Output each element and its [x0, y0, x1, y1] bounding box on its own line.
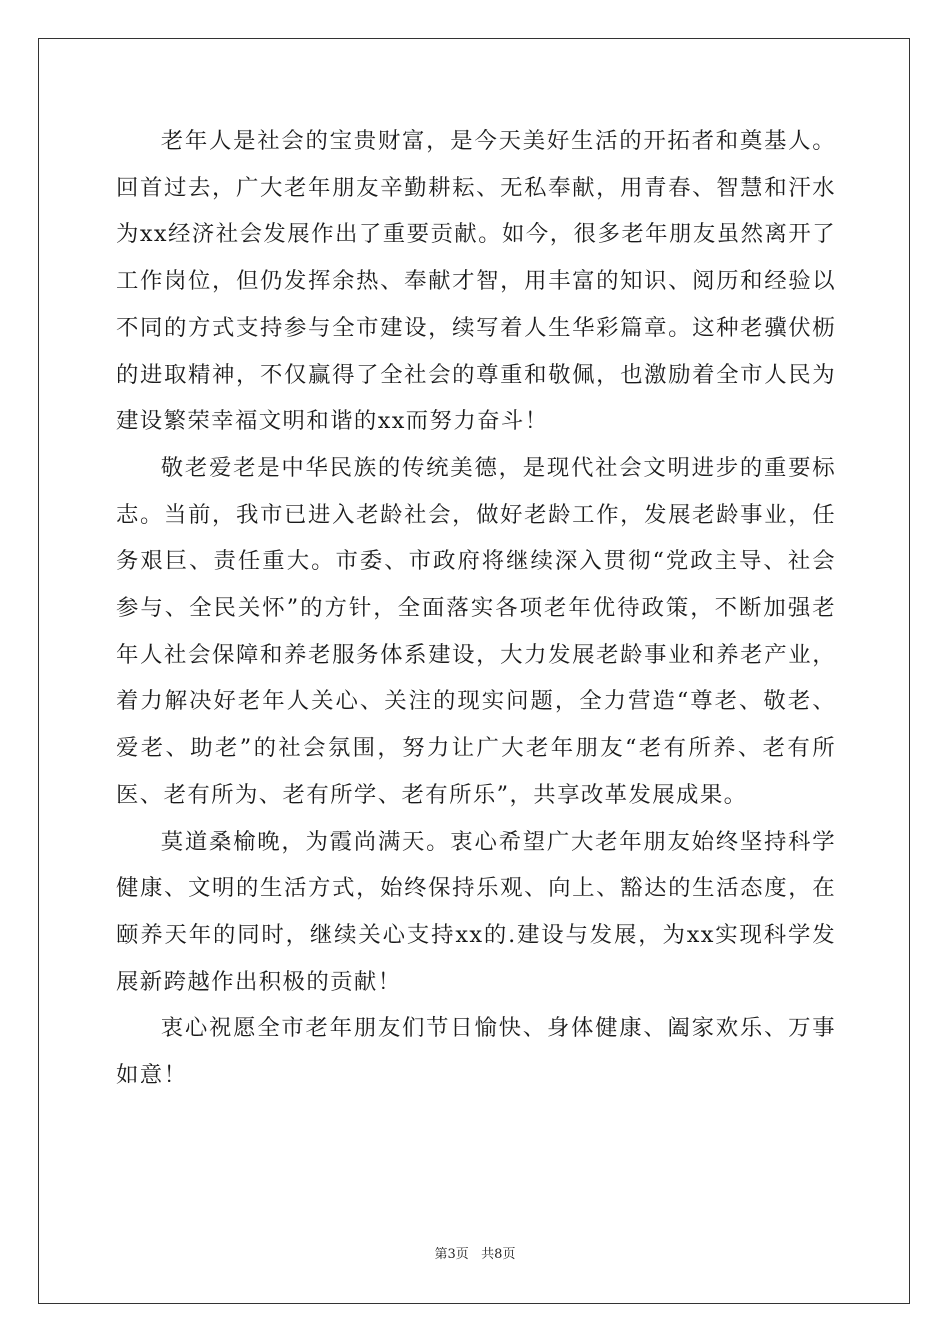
document-body: [116, 118, 836, 1099]
paragraph-2: 敬老爱老是中华民族的传统美德，是现代社会文明进步的重要标志。当前，我市已进入老龄社会，做好老龄工作，发展老龄事业，任务艰巨、责任重大。市委、市政府将继续深入贯彻“党政主导、社会参与、全民关怀”的方针，全面落实各项老年优待政策，不断加强老年人社会保障和养老服务体系建设，大力发展老龄事业和养老产业，着力解决好老年人关心、关注的现实问题，全力营造“尊老、敬老、爱老、助老”的社会氛围，努力让广大老年朋友“老有所养、老有所医、老有所为、老有所学、老有所乐”，共享改革发展成果。: [116, 454, 836, 808]
page-number-footer: 第3页 共8页: [434, 1247, 516, 1262]
paragraph-1: 老年人是社会的宝贵财富，是今天美好生活的开拓者和奠基人。回首过去，广大老年朋友辛勤耕耘、无私奉献，用青春、智慧和汗水为xx经济社会发展作出了重要贡献。如今，很多老年朋友虽然离开了工作岗位，但仍发挥余热、奉献才智，用丰富的知识、阅历和经验以不同的方式支持参与全市建设，续写着人生华彩篇章。这种老骥伏枥的进取精神，不仅赢得了全社会的尊重和敬佩，也激励着全市人民为建设繁荣幸福文明和谐的xx而努力奋斗！: [116, 128, 836, 435]
paragraph-4: 衷心祝愿全市老年朋友们节日愉快、身体健康、阖家欢乐、万事如意！: [116, 1015, 836, 1089]
paragraph-3: 莫道桑榆晚，为霞尚满天。衷心希望广大老年朋友始终坚持科学健康、文明的生活方式，始终保持乐观、向上、豁达的生活态度，在颐养天年的同时，继续关心支持xx的.建设与发展，为xx实现科学发展新跨越作出积极的贡献！: [116, 828, 836, 995]
